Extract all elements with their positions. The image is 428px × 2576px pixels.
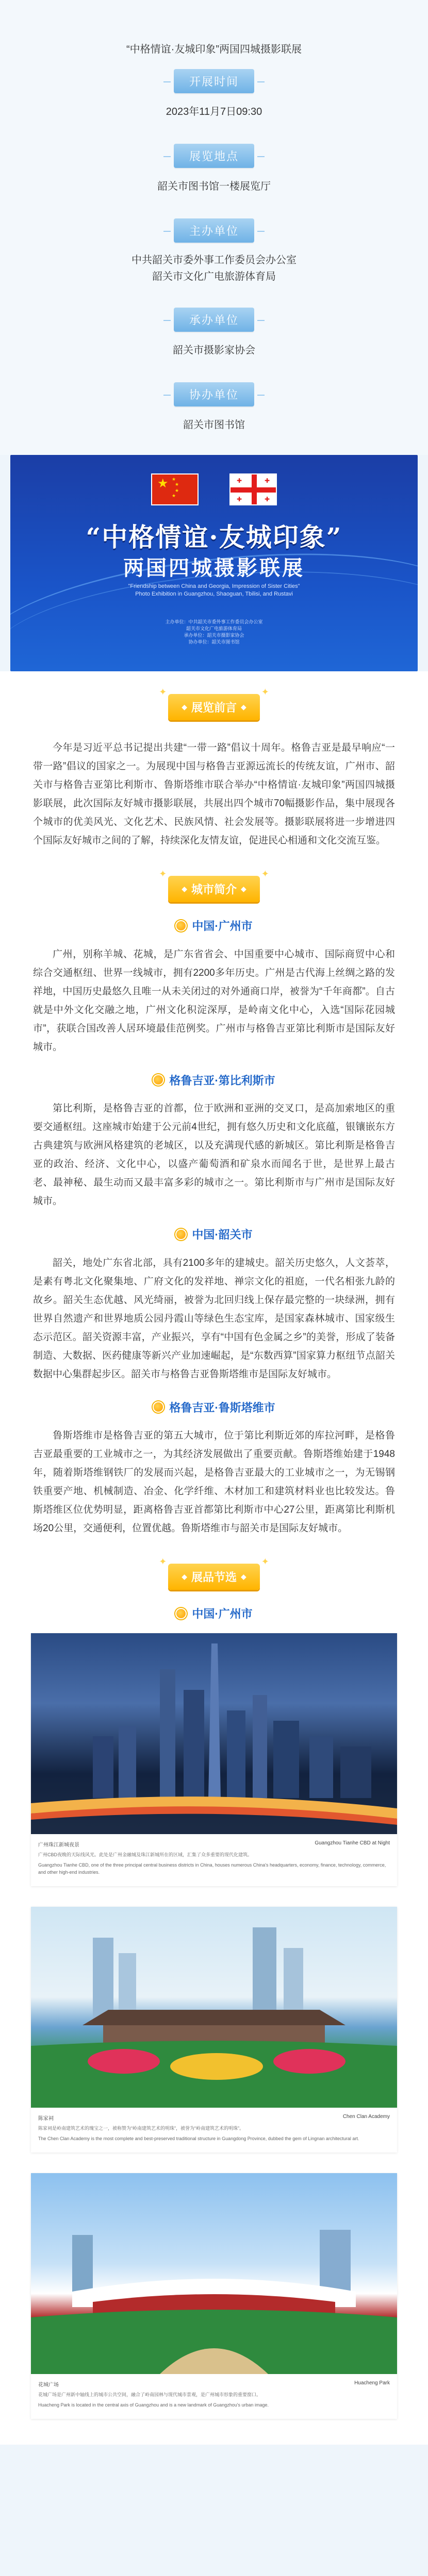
photo-desc-en: Guangzhou Tianhe CBD, one of the three principal central business districts in China, houses numerous China's headquarters, economy, finance, technology, commerce, and other high-end industries. (38, 1862, 386, 1875)
city-title-rustavi: 格鲁吉亚·鲁斯塔维市 (153, 1399, 275, 1415)
host-label: 主办单位 (174, 218, 254, 243)
exhibition-title: “中格情谊·友城印象”两国四城摄影联展 (126, 44, 302, 55)
city-marker-icon (153, 1074, 164, 1086)
china-flag-icon: ★ ★ ★ ★ ★ (151, 473, 199, 505)
photo-desc-en: Huacheng Park is located in the central axis of Guangzhou and is a new landmark of Guangzhou's urban image. (38, 2402, 269, 2408)
photo-card (31, 1633, 397, 1886)
city-marker-icon (175, 1229, 187, 1240)
city-title-shaoguan: 中国·韶关市 (175, 1226, 252, 1242)
photo-guangzhou-cbd (31, 1633, 397, 1834)
city-marker-icon (175, 920, 187, 931)
city-text-rustavi: 鲁斯塔维市是格鲁吉亚的第五大城市，位于第比利斯近郊的库拉河畔，是格鲁吉亚最重要的工业城市之一，为其经济发展做出了重要贡献。鲁斯塔维始建于1948年，随着斯塔维钢铁厂的发展而兴起，是格鲁吉亚最大的工业城市之一，为无锡钢铁重要产地、机械制造、冶金、化学纤维、木材加工和建筑材料业也比较发达。鲁斯塔维区位优势明显，距离格鲁吉亚首都第比利斯市中心27公里，距离第比利斯机场20公里，交通便利，位置优越。鲁斯塔维市与韶关市是国际友好城市。 (33, 1430, 395, 1534)
preface-heading: ✦ ◆ 展览前言 ◆ ✦ (168, 694, 260, 720)
photo-card (31, 1907, 397, 2153)
banner-organizers: 主办单位：中共韶关市委外事工作委员会办公室 韶关市文化广电旅游体育局 承办单位：韶关市摄影家协会 协办单位：韶关市图书馆 (165, 619, 263, 645)
photo-huacheng-park (31, 2173, 397, 2374)
photo-desc: 花城广场是广州新中轴线上的城市公共空间，融合了岭南园林与现代城市景观，是广州城市形象的重要窗口。 (38, 2392, 261, 2397)
city-title-guangzhou: 中国·广州市 (175, 918, 252, 934)
works-city-title: 中国·广州市 (175, 1605, 252, 1621)
photo-title-en: Huacheng Park (354, 2380, 390, 2386)
host-value-1: 中共韶关市委外事工作委员会办公室 (131, 255, 297, 266)
sparkle-icon: ✦ (159, 869, 167, 879)
photo-title-en: Chen Clan Academy (342, 2113, 390, 2120)
organizer-label: 承办单位 (174, 308, 254, 332)
photo-desc-en: The Chen Clan Academy is the most complete and best-preserved traditional structure in Guangdong Province, dubbed the gem of Lingnan architectural art. (38, 2136, 359, 2141)
city-marker-icon (153, 1401, 164, 1413)
sparkle-icon: ✦ (261, 1556, 269, 1567)
city-text-shaoguan: 韶关，地处广东省北部，具有2100多年的建城史。韶关历史悠久，人文荟萃，是素有粤北文化聚集地、广府文化的发祥地、禅宗文化的祖庭，一代名相张九龄的故乡。韶关生态优越、风光绮丽，被誉为北回归线上保存最完整的一块绿洲，拥有世界自然遗产和世界地质公园丹霞山等绿色生态宝库，是国家森林城市、国家级生态示范区。韶关资源丰富，产业振兴，享有“中国有色金属之乡”的美誉，形成了装备制造、大数据、医药健康等新兴产业加速崛起，是“东数西算”国家算力枢纽节点韶关数据中心集群起步区。韶关市与格鲁吉亚鲁斯塔维市是国际友好城市。 (33, 1257, 395, 1380)
georgia-flag-icon: ✚ ✚ ✚ ✚ (229, 473, 277, 505)
banner-subtitle: 两国四城摄影联展 (123, 557, 305, 580)
photo-title-cn: 广州珠江新城夜景 (38, 1842, 79, 1848)
diamond-icon: ◆ (182, 885, 187, 893)
works-heading: ✦ ◆ 展品节选 ◆ ✦ (168, 1564, 260, 1590)
host-value-2: 韶关市文化广电旅游体育局 (152, 271, 276, 282)
sparkle-icon: ✦ (159, 687, 167, 697)
banner-english-title: "Friendship between China and Georgia, Impression of Sister Cities" Photo Exhibition in Guangzhou, Shaoguan, Tbilisi, and Rustavi (128, 583, 300, 597)
co-organizer-value: 韶关市图书馆 (183, 419, 245, 431)
sparkle-icon: ✦ (159, 1556, 167, 1567)
photo-chen-clan-academy (31, 1907, 397, 2108)
diamond-icon: ◆ (182, 703, 187, 711)
city-text-guangzhou: 广州，别称羊城、花城，是广东省省会、中国重要中心城市、国际商贸中心和综合交通枢纽、世界一线城市，拥有2200多年历史。广州是古代海上丝绸之路的发祥地，中国历史最悠久且唯一从未关闭过的对外通商口岸，被誉为“千年商都”。自古就是中外文化交融之地，广州文化积淀深厚，是岭南文化中心，入选“国际花园城市”，获联合国改善人居环境最佳范例奖。广州市与格鲁吉亚第比利斯市是国际友好城市。 (33, 948, 395, 1053)
photo-desc: 广州CBD夜晚的天际线风光。此处是广州金融城及珠江新城所在的区域，汇集了众多重要的现代化建筑。 (38, 1852, 253, 1857)
venue-value: 韶关市图书馆一楼展览厅 (157, 181, 271, 192)
venue-label: 展览地点 (174, 144, 254, 168)
photo-desc: 陈家祠是岭南建筑艺术的瑰宝之一，被称赞为“岭南建筑艺术的明珠”，被誉为“岭南建筑艺术的明珠”。 (38, 2125, 244, 2131)
co-organizer-label: 协办单位 (174, 382, 254, 406)
city-marker-icon (175, 1608, 187, 1619)
sparkle-icon: ✦ (261, 687, 269, 697)
flags (10, 473, 418, 505)
sparkle-icon: ✦ (261, 869, 269, 879)
city-text-tbilisi: 第比利斯，是格鲁吉亚的首都，位于欧洲和亚洲的交叉口，是高加索地区的重要交通枢纽。这座城市始建于公元前4世纪，拥有悠久历史和文化底蕴，银镶嵌东方古典建筑与欧洲风格建筑的老城区，以及充满现代感的新城区。第比利斯是格鲁吉亚的政治、经济、文化中心，以盛产葡萄酒和矿泉水而闻名于世，是世界上最古老、最神秘、最生动而又最丰富多彩的城市之一。第比利斯市与广州市是国际友好城市。 (33, 1103, 395, 1207)
diamond-icon: ◆ (241, 1572, 246, 1581)
banner-title: “中格情谊·友城印象” (86, 522, 342, 552)
city-title-tbilisi: 格鲁吉亚·第比利斯市 (153, 1072, 275, 1088)
photo-title-cn: 陈家祠 (38, 2115, 54, 2122)
diamond-icon: ◆ (241, 885, 246, 893)
photo-card (31, 2173, 397, 2419)
city-intro-heading: ✦ ◆ 城市简介 ◆ ✦ (168, 876, 260, 902)
diamond-icon: ◆ (182, 1572, 187, 1581)
opening-time-value: 2023年11月7日09:30 (166, 106, 262, 117)
diamond-icon: ◆ (241, 703, 246, 711)
exhibition-banner (10, 455, 418, 671)
exhibition-info (0, 0, 428, 455)
preface-text: 今年是习近平总书记提出共建“一带一路”倡议十周年。格鲁吉亚是最早响应“一带一路”倡议的国家之一。为展现中国与格鲁吉亚源远流长的传统友谊，广州市、韶关市与格鲁吉亚第比利斯市、鲁斯塔维市联合举办“中格情谊·友城印象”两国四城摄影联展，此次国际友好城市摄影联展，共展出四个城市70幅摄影作品，集中展现各个城市的优美风光、文化艺术、民族风情、社会发展等。摄影联展将进一步增进四个国际友好城市之间的了解，持续深化友情友谊，促进民心相通和文化交流互鉴。 (33, 742, 395, 846)
photo-title-en: Guangzhou Tianhe CBD at Night (315, 1840, 390, 1846)
photo-title-cn: 花城广场 (38, 2382, 59, 2388)
organizer-value: 韶关市摄影家协会 (173, 345, 255, 356)
opening-time-label: 开展时间 (174, 69, 254, 93)
